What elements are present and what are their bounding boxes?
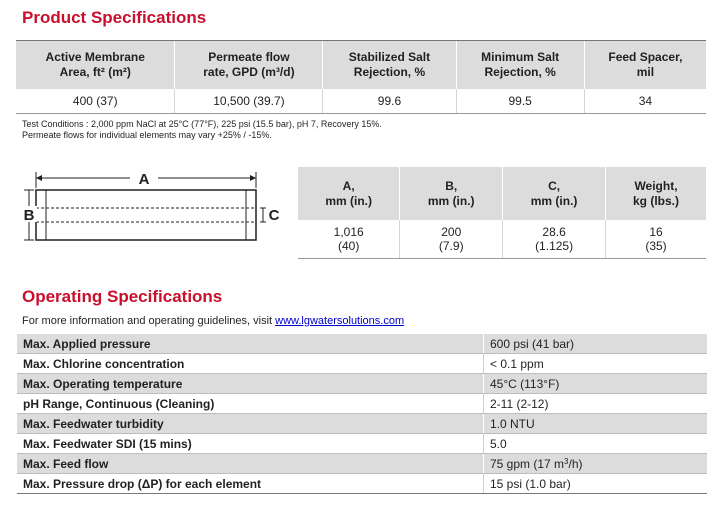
spec-value: 15 psi (1.0 bar)	[484, 474, 708, 494]
value-weight	[606, 220, 707, 259]
header-line: Area, ft² (m²)	[59, 65, 131, 79]
value-end: /h)	[568, 456, 583, 471]
value-line: (1.125)	[535, 239, 574, 253]
header-line: Feed Spacer,	[608, 50, 683, 64]
header-line: Active Membrane	[45, 50, 145, 64]
header-line: B,	[445, 179, 458, 193]
operating-specifications-table	[17, 334, 707, 494]
test-conditions-note	[22, 119, 382, 141]
header-line: mil	[636, 65, 655, 79]
spec-label: Max. Operating temperature	[17, 374, 484, 394]
header-line: Minimum Salt	[481, 50, 560, 64]
spec-value: 45°C (113°F)	[484, 374, 708, 394]
header-line: A,	[342, 179, 355, 193]
header-dimension-a	[298, 167, 400, 220]
dimensions-table	[298, 167, 706, 259]
table-row	[17, 414, 707, 434]
spec-label: pH Range, Continuous (Cleaning)	[17, 394, 484, 414]
table-row	[17, 374, 707, 394]
header-minimum-salt-rejection	[456, 41, 584, 90]
header-line: Permeate flow	[208, 50, 290, 64]
value-minimum-salt-rejection: 99.5	[456, 89, 584, 114]
header-membrane-area	[16, 41, 175, 90]
table-row	[17, 454, 707, 474]
spec-label: Max. Chlorine concentration	[17, 354, 484, 374]
value-stabilized-salt-rejection: 99.6	[323, 89, 456, 114]
dimension-a-label: A	[138, 171, 150, 188]
header-dimension-c	[503, 167, 606, 220]
value-permeate-flow: 10,500 (39.7)	[175, 89, 323, 114]
table-row	[17, 394, 707, 414]
product-specifications-title: Product Specifications	[22, 8, 207, 27]
dimensions-header-row	[298, 167, 706, 220]
spec-value	[484, 454, 708, 474]
element-body	[36, 190, 256, 240]
spec-value: 600 psi (41 bar)	[484, 334, 708, 354]
note-line: Permeate flows for individual elements may vary +25% / -15%.	[22, 130, 272, 140]
dimension-c-label: C	[268, 207, 280, 224]
value-line: 200	[441, 225, 462, 239]
dimension-b-label: B	[23, 207, 35, 224]
header-permeate-flow	[175, 41, 323, 90]
value-line: (35)	[645, 239, 667, 253]
header-line: kg (lbs.)	[632, 194, 679, 208]
spec-value: 2-11 (2-12)	[484, 394, 708, 414]
header-stabilized-salt-rejection	[323, 41, 456, 90]
header-line: Weight,	[634, 179, 678, 193]
operating-specifications-title: Operating Specifications	[22, 287, 223, 306]
operating-info-text	[22, 315, 404, 327]
table-row	[17, 474, 707, 494]
spec-value: 1.0 NTU	[484, 414, 708, 434]
header-dimension-b	[400, 167, 503, 220]
header-feed-spacer	[584, 41, 706, 90]
product-value-row	[16, 89, 706, 114]
value-dimension-c	[503, 220, 606, 259]
header-line: mm (in.)	[427, 194, 475, 208]
table-row	[17, 354, 707, 374]
value-membrane-area: 400 (37)	[16, 89, 175, 114]
header-line: Rejection, %	[353, 65, 426, 79]
spec-label: Max. Feedwater SDI (15 mins)	[17, 434, 484, 454]
spec-value: < 0.1 ppm	[484, 354, 708, 374]
product-header-row	[16, 41, 706, 90]
header-weight	[606, 167, 707, 220]
arrow-left-icon	[36, 175, 42, 181]
value-line: (7.9)	[438, 239, 464, 253]
product-specifications-table	[16, 40, 706, 114]
dimensions-value-row	[298, 220, 706, 259]
value-line: (40)	[337, 239, 360, 253]
arrow-right-icon	[250, 175, 256, 181]
header-line: Stabilized Salt	[348, 50, 431, 64]
header-line: Rejection, %	[484, 65, 556, 79]
spec-value: 5.0	[484, 434, 708, 454]
value-dimension-a	[298, 220, 400, 259]
table-row	[17, 334, 707, 354]
spec-label: Max. Feedwater turbidity	[17, 414, 484, 434]
spec-label: Max. Feed flow	[17, 454, 484, 474]
website-link[interactable]: www.lgwatersolutions.com	[275, 315, 405, 327]
value-superscript: 3	[564, 456, 569, 466]
table-row	[17, 434, 707, 454]
spec-label: Max. Applied pressure	[17, 334, 484, 354]
spec-label: Max. Pressure drop (ΔP) for each element	[17, 474, 484, 494]
info-text: For more information and operating guidelines, visit	[22, 315, 276, 327]
value-line: 16	[649, 225, 663, 239]
header-line: C,	[548, 179, 561, 193]
value-line: 1,016	[333, 225, 364, 239]
header-line: mm (in.)	[530, 194, 578, 208]
value-dimension-b	[400, 220, 503, 259]
header-line: mm (in.)	[325, 194, 372, 208]
note-line: Test Conditions : 2,000 ppm NaCl at 25°C (77°F), 225 psi (15.5 bar), pH 7, Recovery 15%.	[22, 119, 382, 129]
value-main: 75 gpm (17 m	[490, 456, 565, 471]
value-line: 28.6	[542, 225, 566, 239]
value-feed-spacer: 34	[584, 89, 706, 114]
element-dimension-diagram	[20, 168, 282, 246]
header-line: rate, GPD (m³/d)	[203, 65, 295, 79]
